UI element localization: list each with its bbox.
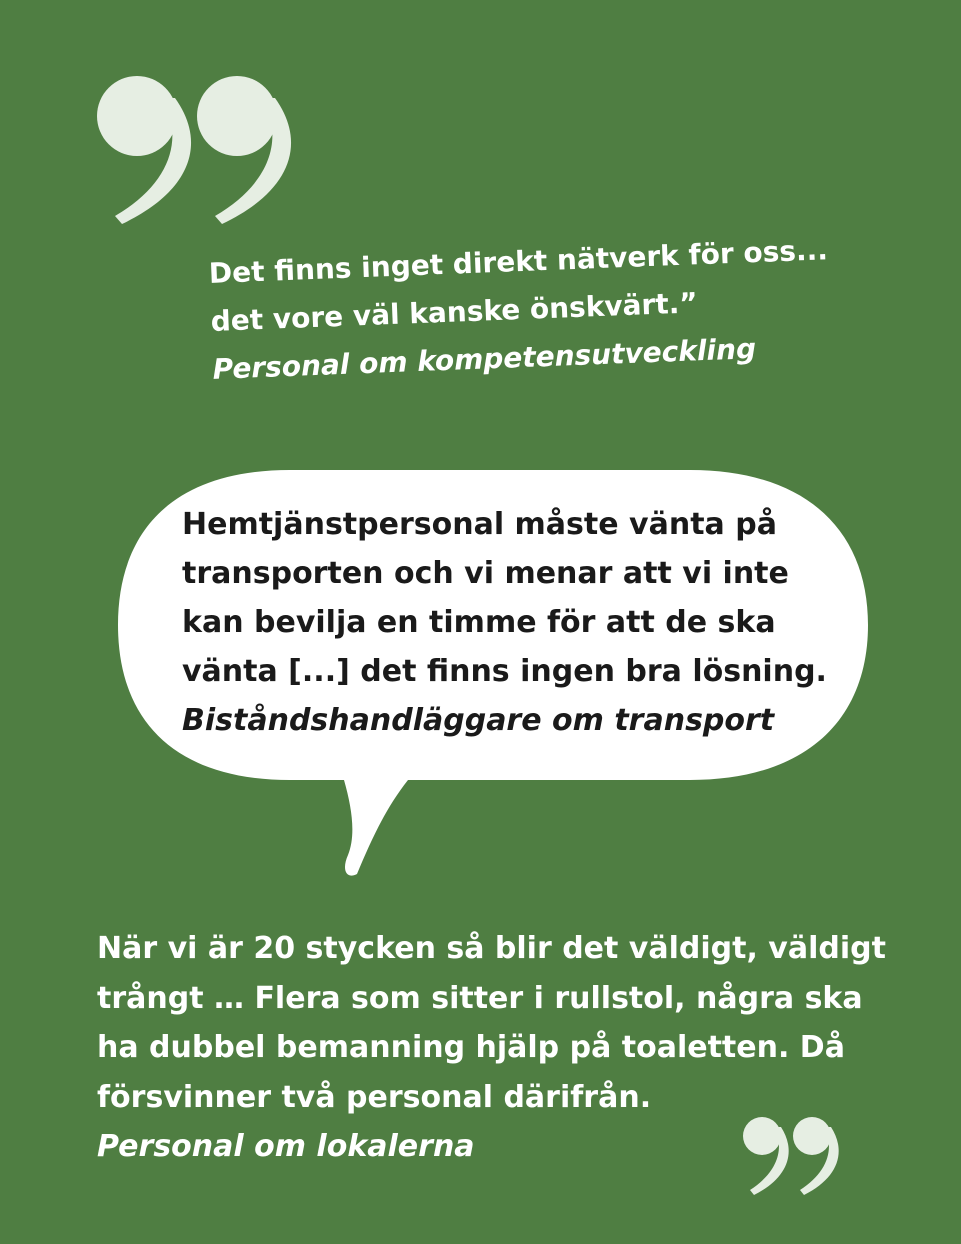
quote-bubble	[182, 500, 862, 745]
quote-bottom-line-2: trångt … Flera som sitter i rullstol, några ska	[97, 980, 863, 1016]
quote-bubble-attribution: Biståndshandläggare om transport	[182, 703, 775, 738]
quote-bubble-line-3: kan bevilja en timme för att de ska	[182, 605, 776, 640]
quote-bubble-line-2: transporten och vi menar att vi inte	[182, 556, 789, 591]
quote-bottom-attribution: Personal om lokalerna	[97, 1129, 475, 1164]
quote-bubble-line-4: vänta [...] det finns ingen bra lösning.	[182, 654, 827, 689]
quote-top-attribution: Personal om kompetensutveckling	[211, 332, 757, 386]
quote-top-line-1: Det finns inget direkt nätverk för oss...	[208, 233, 829, 290]
quote-mark-small-icon	[740, 1112, 840, 1196]
quote-bottom-line-1: När vi är 20 stycken så blir det väldigt, väldigt	[97, 931, 886, 966]
quote-bottom-line-3: ha dubbel bemanning hjälp på toaletten. Då	[97, 1030, 845, 1065]
quote-top-line-2: det vore väl kanske önskvärt.”	[210, 286, 699, 338]
quote-bubble-line-1: Hemtjänstpersonal måste vänta på	[182, 507, 777, 542]
quote-bottom-line-4: försvinner två personal därifrån.	[97, 1079, 652, 1115]
